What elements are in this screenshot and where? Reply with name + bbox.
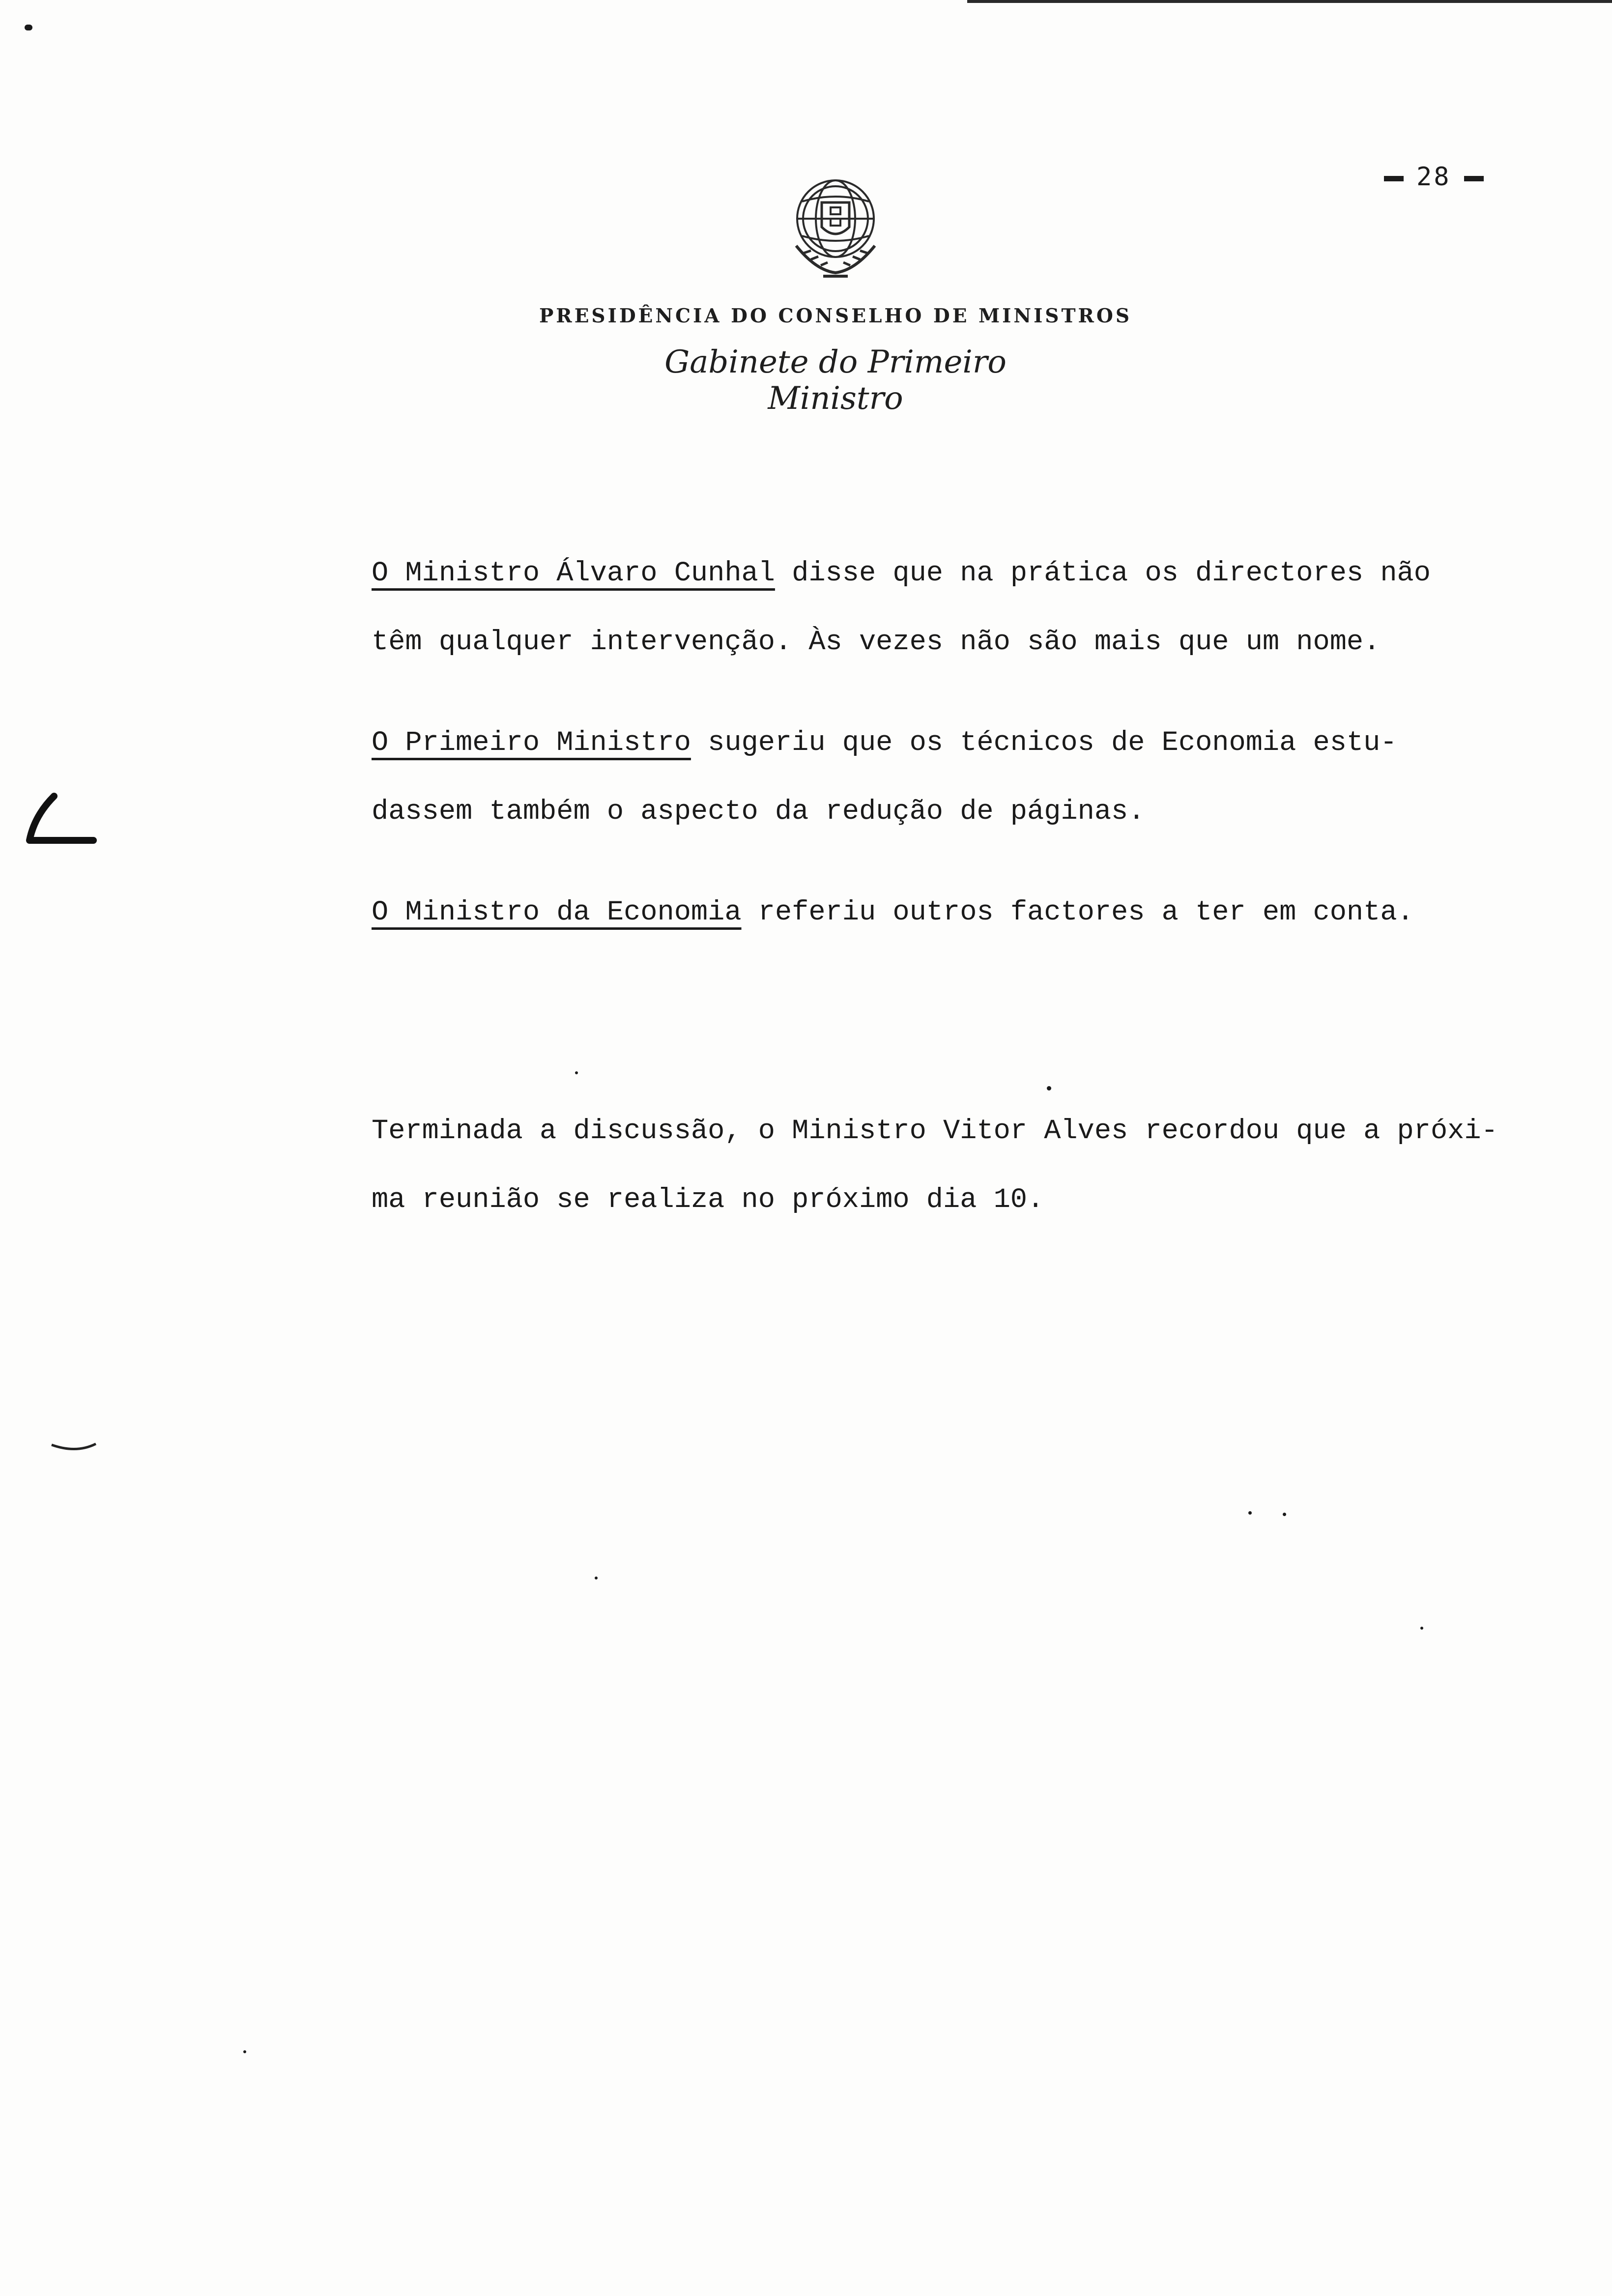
scan-speck	[243, 2050, 246, 2053]
margin-mark-stroke	[47, 1435, 101, 1455]
scan-speck	[595, 1577, 598, 1579]
scan-speck	[25, 25, 32, 30]
paragraph-2-line-1	[372, 727, 1502, 759]
speaker-primeiro-ministro: O Primeiro Ministro	[372, 727, 691, 759]
speaker-alvaro-cunhal: O Ministro Álvaro Cunhal	[372, 558, 775, 589]
scan-speck	[1283, 1513, 1286, 1516]
closing-line-1: Terminada a discussão, o Ministro Vitor Alves recordou que a próxi-	[372, 1116, 1498, 1147]
scan-speck	[1047, 1086, 1051, 1091]
paragraph-1-line-2: têm qualquer intervenção. Às vezes não são mais que um nome.	[372, 627, 1381, 658]
page-number-value: 28	[1416, 162, 1451, 192]
paragraph-2-line-2: dassem também o aspecto da redução de páginas.	[372, 796, 1145, 828]
page-number	[1371, 162, 1497, 192]
scan-speck	[1420, 1627, 1423, 1630]
margin-mark-bracket	[20, 786, 108, 850]
coat-of-arms-emblem	[777, 172, 894, 285]
top-edge-rule	[967, 0, 1612, 3]
paragraph-2-line-1-text: sugeriu que os técnicos de Economia estu-	[691, 727, 1397, 759]
scan-speck	[1248, 1511, 1252, 1515]
paragraph-1-line-1	[372, 558, 1502, 589]
closing-line-2: ma reunião se realiza no próximo dia 10.	[372, 1184, 1044, 1216]
scan-speck	[575, 1071, 578, 1074]
paragraph-3-line-1	[372, 897, 1502, 928]
paragraph-3-line-1-text: referiu outros factores a ter em conta.	[741, 897, 1414, 928]
letterhead-subtitle: Gabinete do Primeiro Ministro	[664, 344, 1007, 417]
letterhead-title: PRESIDÊNCIA DO CONSELHO DE MINISTROS	[539, 305, 1132, 327]
speaker-ministro-economia: O Ministro da Economia	[372, 897, 742, 928]
paragraph-1-line-1-text: disse que na prática os directores não	[775, 558, 1431, 589]
